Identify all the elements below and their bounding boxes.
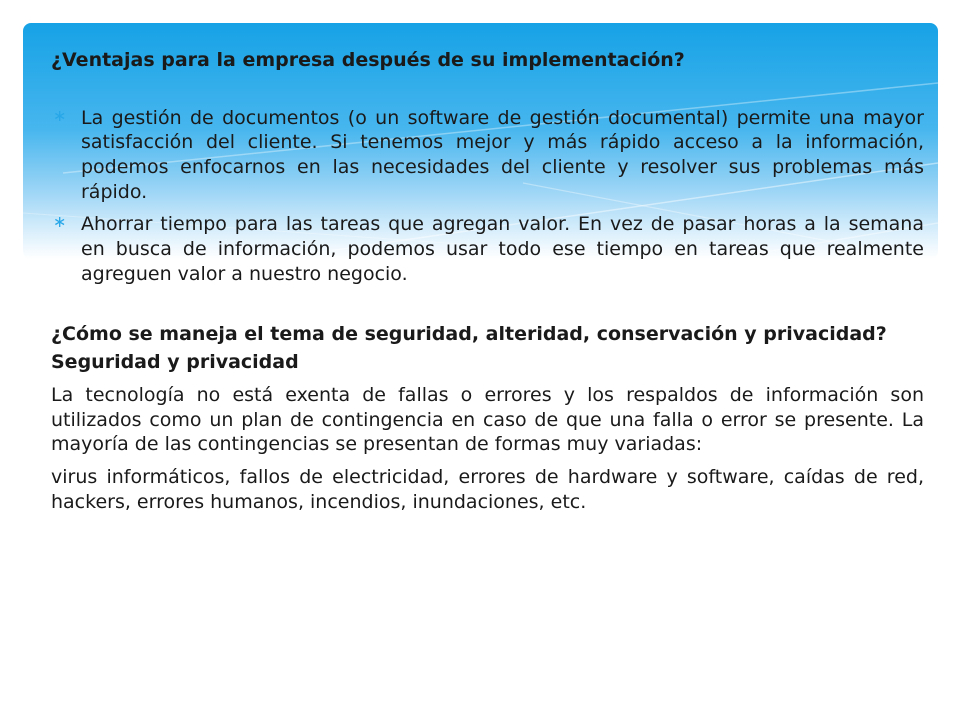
- asterisk-bullet-icon: ∗: [53, 105, 67, 125]
- bullet-text: La gestión de documentos (o un software de gestión documental) permite una mayor satisfacción del cliente. Si tenemos mejor y más rápido acceso a la información, podemos enfocarnos en las necesidades del cliente y resolver sus problemas más rápido.: [81, 106, 924, 203]
- bullet-item: [51, 212, 924, 286]
- asterisk-bullet-icon: ∗: [53, 212, 67, 232]
- bullet-text: Ahorrar tiempo para las tareas que agregan valor. En vez de pasar horas a la semana en busca de información, podemos usar todo ese tiempo en tareas que realmente agreguen valor a nuestro negocio.: [81, 213, 924, 285]
- question-advantages: ¿Ventajas para la empresa después de su implementación?: [51, 49, 685, 71]
- subheading-security-privacy: Seguridad y privacidad: [51, 351, 299, 374]
- question-security: ¿Cómo se maneja el tema de seguridad, alteridad, conservación y privacidad?: [51, 322, 887, 345]
- paragraph-threats-list: virus informáticos, fallos de electricidad, errores de hardware y software, caídas de red, hackers, errores humanos, incendios, inundaciones, etc.: [51, 465, 924, 513]
- slide-content: [51, 48, 924, 514]
- bullet-item: [51, 106, 924, 205]
- paragraph-contingency: La tecnología no está exenta de fallas o errores y los respaldos de información son utilizados como un plan de contingencia en caso de que una falla o error se presente. La mayoría de las contingencias se presentan de formas muy variadas:: [51, 383, 924, 456]
